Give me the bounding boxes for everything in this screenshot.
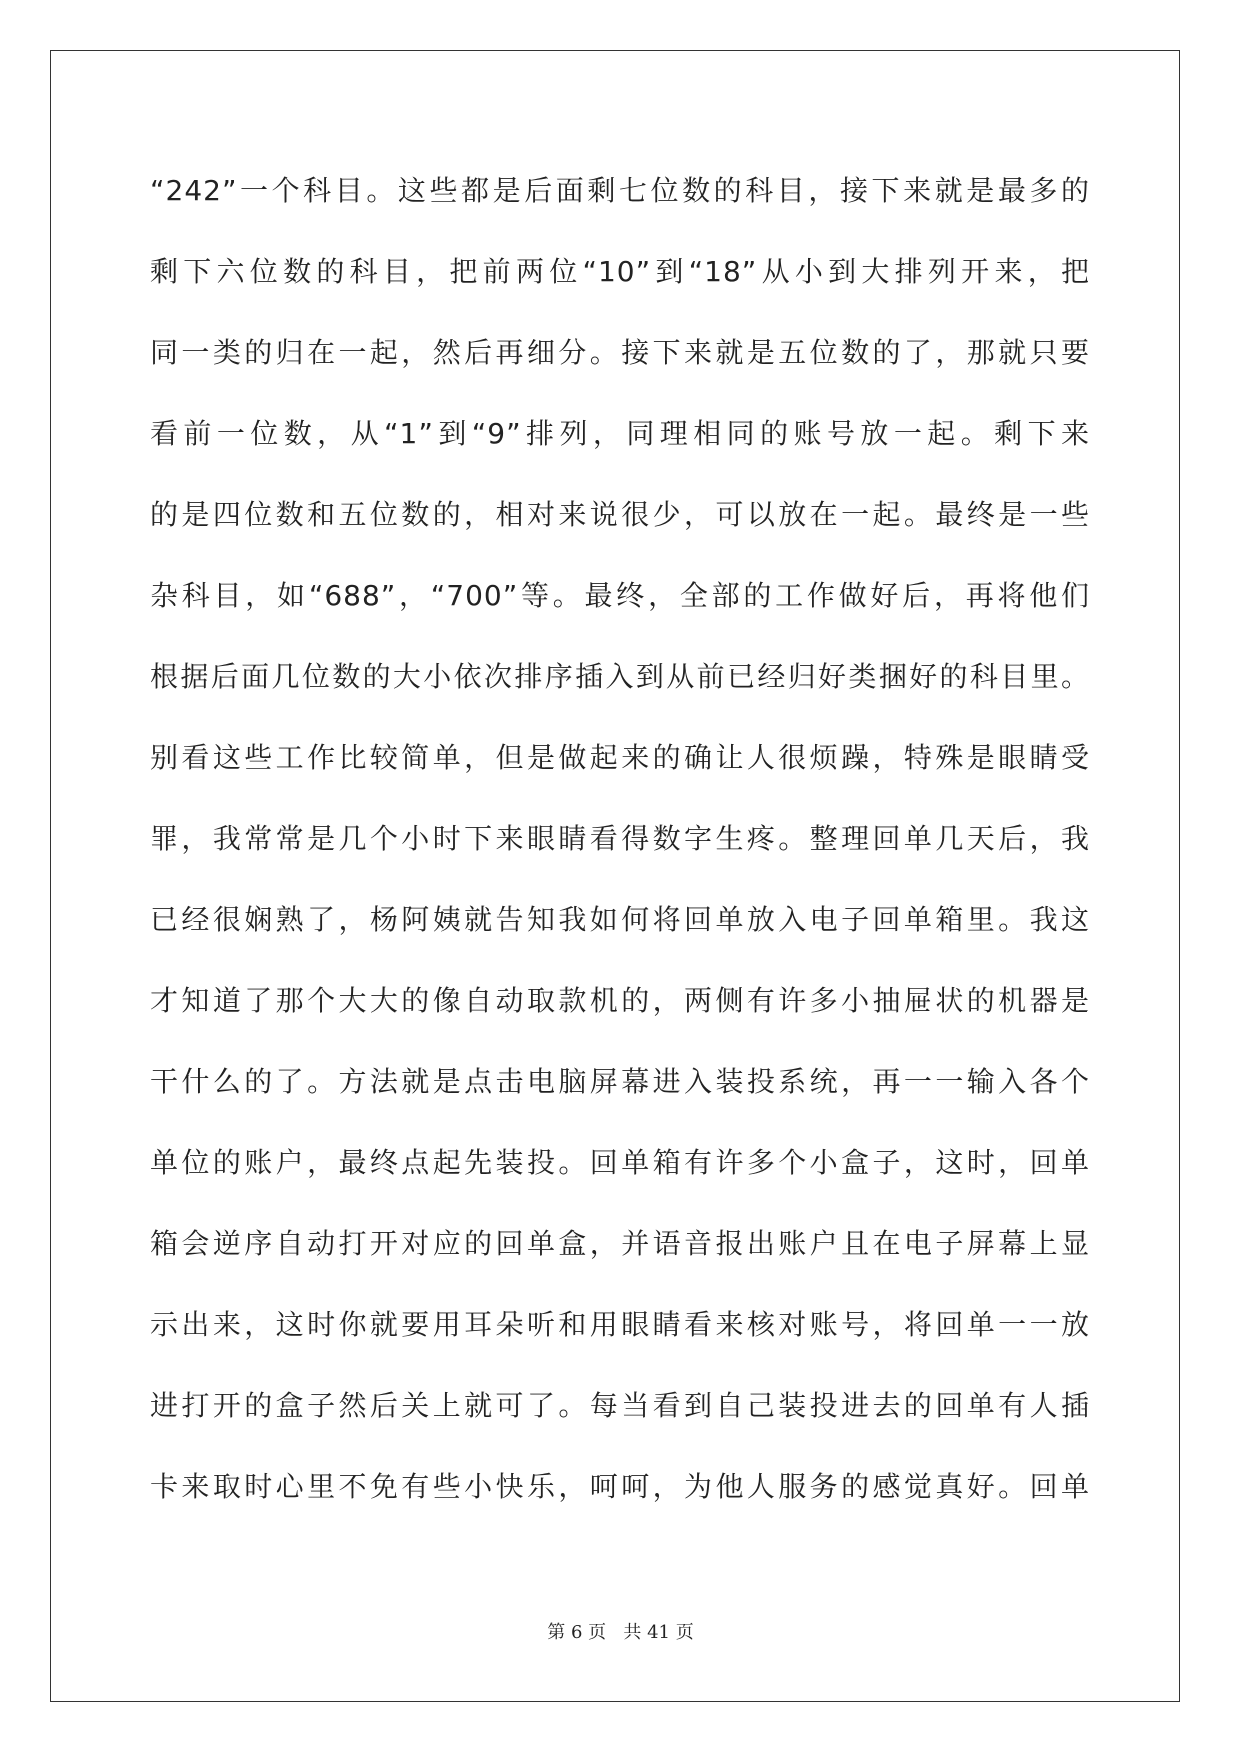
text-line: 卡来取时心里不免有些小快乐，呵呵，为他人服务的感觉真好。回单: [150, 1470, 1090, 1503]
text-line: 罪，我常常是几个小时下来眼睛看得数字生疼。整理回单几天后，我: [150, 822, 1090, 855]
text-line: 箱会逆序自动打开对应的回单盒，并语音报出账户且在电子屏幕上显: [150, 1227, 1090, 1260]
text-line: 才知道了那个大大的像自动取款机的，两侧有许多小抽屉状的机器是: [150, 984, 1090, 1017]
page-footer: 第 6 页 共 41 页: [547, 1622, 694, 1643]
text-line: 示出来，这时你就要用耳朵听和用眼睛看来核对账号，将回单一一放: [150, 1308, 1090, 1341]
text-line: 看前一位数，从“1”到“9”排列，同理相同的账号放一起。剩下来: [150, 417, 1090, 450]
text-line: 单位的账户，最终点起先装投。回单箱有许多个小盒子，这时，回单: [150, 1146, 1090, 1179]
text-line: 剩下六位数的科目，把前两位“10”到“18”从小到大排列开来，把: [150, 255, 1090, 288]
text-line: 干什么的了。方法就是点击电脑屏幕进入装投系统，再一一输入各个: [150, 1065, 1090, 1098]
text-line: 已经很娴熟了，杨阿姨就告知我如何将回单放入电子回单箱里。我这: [150, 903, 1090, 936]
body-text: [150, 150, 1090, 1527]
text-line: 杂科目，如“688”，“700”等。最终，全部的工作做好后，再将他们: [150, 579, 1090, 612]
text-line: 同一类的归在一起，然后再细分。接下来就是五位数的了，那就只要: [150, 336, 1090, 369]
text-line: 根据后面几位数的大小依次排序插入到从前已经归好类捆好的科目里。: [150, 660, 1090, 693]
text-line: 的是四位数和五位数的，相对来说很少，可以放在一起。最终是一些: [150, 498, 1090, 531]
text-line: 别看这些工作比较简单，但是做起来的确让人很烦躁，特殊是眼睛受: [150, 741, 1090, 774]
text-line: 进打开的盒子然后关上就可了。每当看到自己装投进去的回单有人插: [150, 1389, 1090, 1422]
text-line: “242”一个科目。这些都是后面剩七位数的科目，接下来就是最多的: [150, 174, 1090, 207]
